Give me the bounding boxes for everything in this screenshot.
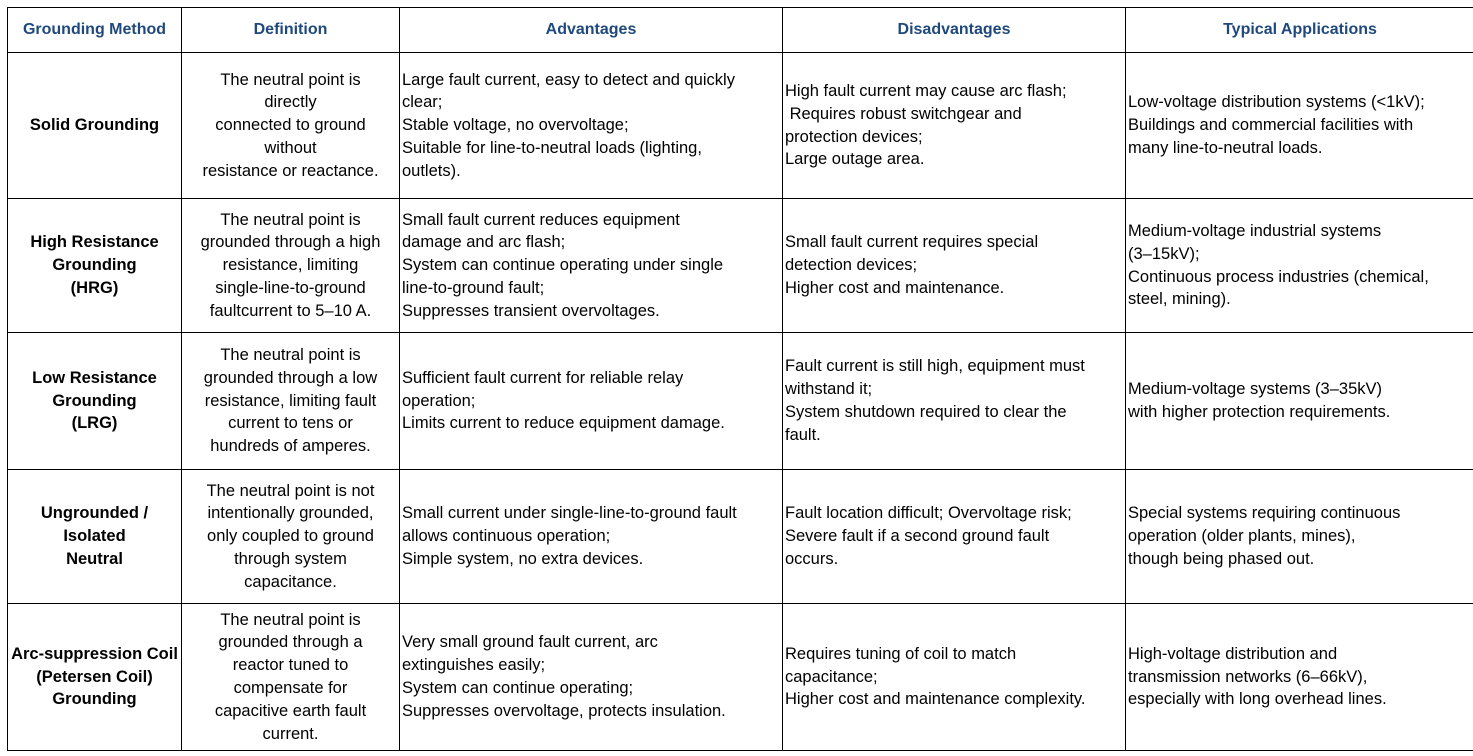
disadvantages-cell (783, 199, 1126, 333)
cell-line: especially with long overhead lines. (1128, 690, 1387, 709)
cell-line: System can continue operating under single (402, 256, 724, 275)
grounding-method-cell (8, 470, 182, 604)
applications-cell (1126, 199, 1473, 333)
cell-line: Fault location difficult; Overvoltage risk; (785, 504, 1072, 523)
table-row (8, 604, 1473, 751)
cell-line: Solid Grounding (29, 116, 160, 135)
cell-line: fault. (785, 425, 821, 444)
cell-line: High fault current may cause arc flash; (785, 81, 1067, 100)
cell-line: Isolated (63, 527, 126, 546)
cell-line: Very small ground fault current, arc (402, 633, 658, 652)
definition-cell (182, 470, 400, 604)
grounding-method-cell (8, 53, 182, 199)
cell-line: Continuous process industries (chemical, (1128, 267, 1429, 286)
cell-line: The neutral point is (220, 610, 361, 629)
header-grounding-method: Grounding Method (8, 8, 182, 53)
cell-line: resistance or reactance. (202, 161, 379, 180)
cell-line: grounded through a high (200, 233, 381, 252)
cell-line: extinguishes easily; (402, 656, 546, 675)
applications-cell (1126, 604, 1473, 751)
cell-line: many line-to-neutral loads. (1128, 138, 1323, 157)
cell-line: damage and arc flash; (402, 233, 566, 252)
cell-line: Medium-voltage systems (3–35kV) (1128, 380, 1383, 399)
cell-line: resistance, limiting fault (204, 391, 377, 410)
cell-line: The neutral point is (220, 210, 361, 229)
cell-line: Large outage area. (785, 150, 925, 169)
header-disadvantages: Disadvantages (783, 8, 1126, 53)
cell-line: High Resistance (30, 233, 159, 252)
cell-line: capacitance. (244, 572, 337, 591)
cell-line: Severe fault if a second ground fault (785, 527, 1050, 546)
cell-line: (LRG) (71, 414, 118, 433)
disadvantages-cell (783, 333, 1126, 470)
cell-line: detection devices; (785, 256, 918, 275)
cell-line: reactor tuned to (232, 656, 349, 675)
cell-line: current. (262, 724, 319, 743)
definition-cell (182, 199, 400, 333)
cell-line: with higher protection requirements. (1128, 403, 1391, 421)
cell-line: intentionally grounded, (207, 504, 374, 523)
cell-line: Neutral (66, 549, 123, 568)
cell-line: Stable voltage, no overvoltage; (402, 116, 629, 135)
cell-line: The neutral point is (220, 346, 361, 364)
advantages-cell (400, 604, 783, 751)
cell-line: Suitable for line-to-neutral loads (lighting, (402, 138, 702, 157)
cell-line: The neutral point is not (206, 481, 375, 500)
cell-line: Sufficient fault current for reliable relay (402, 368, 684, 387)
table-row (8, 470, 1473, 604)
grounding-method-cell (8, 199, 182, 333)
cell-line: clear; (402, 93, 443, 112)
cell-line: System can continue operating; (402, 679, 634, 697)
cell-line: single-line-to-ground (215, 278, 366, 297)
applications-cell (1126, 53, 1473, 199)
cell-line: Special systems requiring continuous (1128, 504, 1401, 523)
applications-cell (1126, 470, 1473, 604)
cell-line: current to tens or (228, 414, 353, 433)
cell-line: Higher cost and maintenance complexity. (785, 690, 1086, 709)
cell-line: Ungrounded / (40, 504, 149, 523)
cell-line: Higher cost and maintenance. (785, 278, 1005, 297)
header-definition: Definition (182, 8, 400, 53)
cell-line: Large fault current, easy to detect and quickly (402, 70, 735, 89)
cell-line: operation; (402, 391, 476, 410)
cell-line: Low Resistance (32, 368, 157, 387)
definition-cell (182, 53, 400, 199)
applications-cell (1126, 333, 1473, 470)
disadvantages-cell (783, 604, 1126, 751)
cell-line: grounded through a low (203, 368, 378, 387)
cell-line: Small fault current requires special (785, 233, 1039, 252)
header-row (8, 8, 1473, 53)
cell-line: (HRG) (70, 278, 119, 297)
cell-line: faultcurrent to 5–10 A. (209, 301, 372, 320)
cell-line: Limits current to reduce equipment damage. (402, 414, 725, 433)
cell-line: resistance, limiting (222, 256, 359, 275)
disadvantages-cell (783, 53, 1126, 199)
advantages-cell (400, 199, 783, 333)
cell-line: Fault current is still high, equipment must (785, 357, 1085, 376)
cell-line: outlets). (402, 161, 461, 180)
cell-line: Arc-suppression Coil (11, 644, 178, 663)
grounding-methods-table (7, 7, 1473, 751)
cell-line: capacitance; (785, 667, 878, 686)
cell-line: Grounding (52, 690, 137, 709)
cell-line: transmission networks (6–66kV), (1128, 667, 1368, 686)
advantages-cell (400, 333, 783, 470)
cell-line: Suppresses overvoltage, protects insulation. (402, 701, 726, 720)
cell-line: System shutdown required to clear the (785, 403, 1067, 421)
cell-line: (Petersen Coil) (36, 667, 153, 686)
cell-line: only coupled to ground (207, 527, 374, 546)
cell-line: Buildings and commercial facilities with (1128, 116, 1414, 135)
cell-line: connected to ground (215, 116, 366, 135)
grounding-method-cell (8, 604, 182, 751)
table-row (8, 53, 1473, 199)
cell-line: Grounding (52, 256, 137, 275)
cell-line: Suppresses transient overvoltages. (402, 301, 660, 320)
cell-line: compensate for (233, 679, 348, 697)
cell-line: occurs. (785, 549, 839, 568)
cell-line: Simple system, no extra devices. (402, 549, 644, 568)
cell-line: High-voltage distribution and (1128, 644, 1338, 663)
cell-line: protection devices; (785, 127, 923, 146)
cell-line: Requires tuning of coil to match (785, 644, 1017, 663)
cell-line: operation (older plants, mines), (1128, 527, 1356, 546)
cell-line: line-to-ground fault; (402, 278, 545, 297)
cell-line: without (264, 138, 317, 157)
cell-line: hundreds of amperes. (210, 437, 371, 456)
cell-line: Grounding (52, 391, 137, 410)
cell-line: Medium-voltage industrial systems (1128, 221, 1382, 240)
cell-line: steel, mining). (1128, 290, 1231, 309)
cell-line: Small current under single-line-to-ground fault (402, 504, 737, 523)
cell-line: grounded through a (218, 633, 363, 652)
cell-line: The neutral point is (220, 70, 361, 89)
definition-cell (182, 604, 400, 751)
cell-line: through system (234, 549, 347, 568)
cell-line: allows continuous operation; (402, 527, 611, 546)
cell-line: (3–15kV); (1128, 244, 1200, 263)
cell-line: capacitive earth fault (214, 701, 367, 720)
cell-line: Small fault current reduces equipment (402, 210, 680, 229)
cell-line: directly (264, 93, 317, 112)
header-typical-applications: Typical Applications (1126, 8, 1473, 53)
cell-line: Requires robust switchgear and (785, 104, 1022, 123)
header-advantages: Advantages (400, 8, 783, 53)
cell-line: Low-voltage distribution systems (<1kV); (1128, 93, 1425, 112)
cell-line: withstand it; (785, 380, 873, 399)
advantages-cell (400, 470, 783, 604)
table-row (8, 333, 1473, 470)
grounding-method-cell (8, 333, 182, 470)
definition-cell (182, 333, 400, 470)
cell-line: though being phased out. (1128, 549, 1315, 568)
disadvantages-cell (783, 470, 1126, 604)
advantages-cell (400, 53, 783, 199)
table-row (8, 199, 1473, 333)
